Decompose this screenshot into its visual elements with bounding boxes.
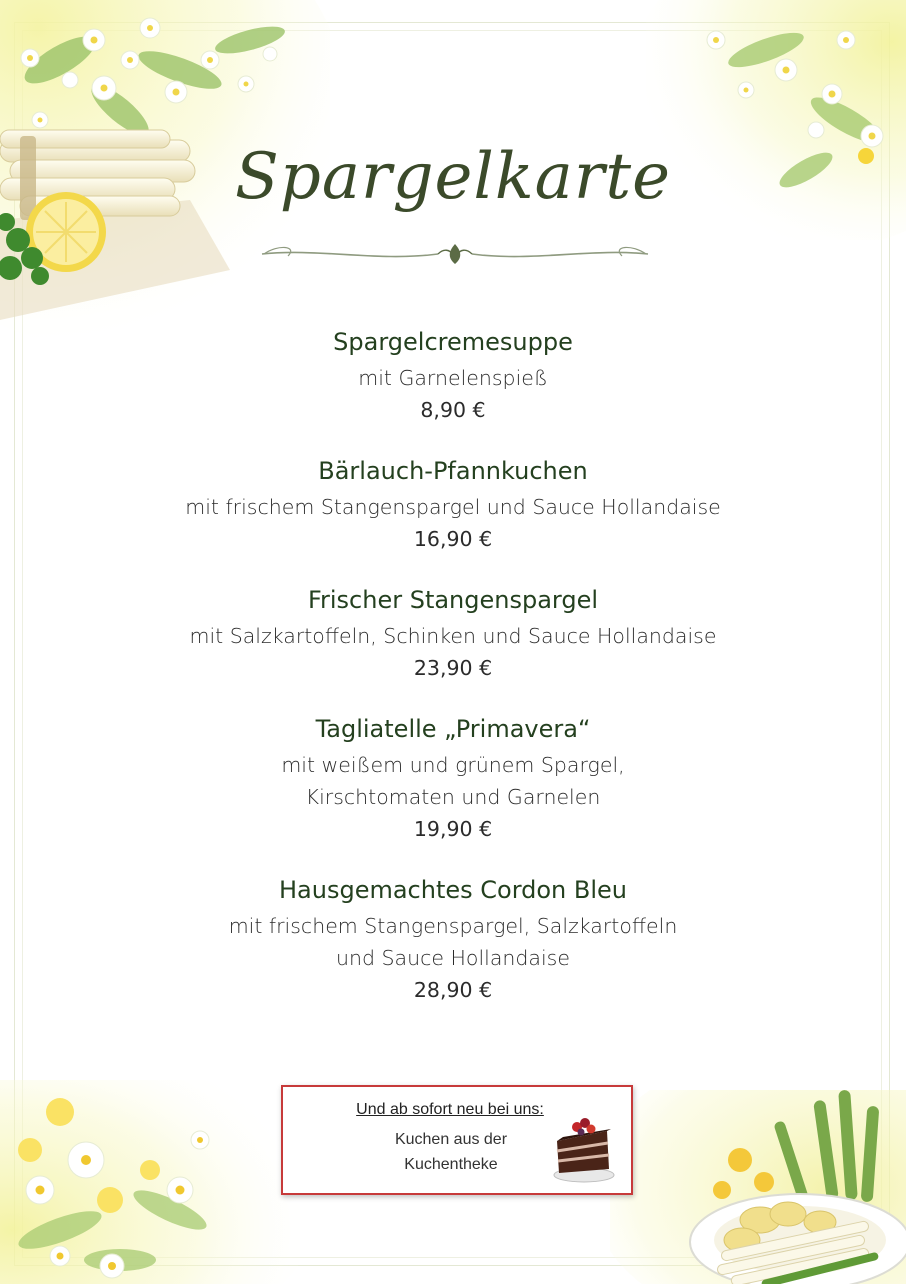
flower-corner-image bbox=[0, 1080, 300, 1284]
menu-item bbox=[0, 709, 906, 845]
cake-icon bbox=[551, 1111, 617, 1185]
dish-name: Spargelcremesuppe bbox=[333, 328, 573, 356]
dish-name: Hausgemachtes Cordon Bleu bbox=[278, 876, 628, 904]
dish-name: Frischer Stangenspargel bbox=[307, 586, 599, 614]
menu-item bbox=[0, 322, 906, 426]
promo-line: Kuchen aus der bbox=[394, 1131, 508, 1148]
asparagus-plate-image bbox=[610, 1090, 906, 1284]
dish-price: 28,90 € bbox=[413, 978, 493, 1002]
dish-description: mit Garnelenspieß bbox=[358, 366, 548, 390]
menu-item bbox=[0, 580, 906, 684]
dish-price: 8,90 € bbox=[420, 398, 486, 422]
promo-line: Kuchentheke bbox=[404, 1156, 498, 1173]
title-flourish bbox=[258, 238, 652, 268]
dish-description: mit weißem und grünem Spargel, bbox=[281, 753, 625, 777]
promo-box bbox=[281, 1085, 633, 1195]
dish-name: Bärlauch-Pfannkuchen bbox=[318, 457, 588, 485]
dish-description: und Sauce Hollandaise bbox=[336, 946, 570, 970]
dish-name: Tagliatelle „Primavera“ bbox=[315, 715, 591, 743]
menu-list bbox=[0, 322, 906, 1031]
menu-item bbox=[0, 870, 906, 1006]
dish-description: mit frischem Stangenspargel und Sauce Hollandaise bbox=[185, 495, 721, 519]
dish-price: 16,90 € bbox=[413, 527, 493, 551]
menu-item bbox=[0, 451, 906, 555]
dish-description: mit Salzkartoffeln, Schinken und Sauce Hollandaise bbox=[189, 624, 717, 648]
dish-price: 23,90 € bbox=[413, 656, 493, 680]
dish-description: mit frischem Stangenspargel, Salzkartoffeln bbox=[228, 914, 678, 938]
page-title: Spargelkarte bbox=[235, 140, 671, 214]
dish-description: Kirschtomaten und Garnelen bbox=[305, 785, 601, 809]
dish-price: 19,90 € bbox=[413, 817, 493, 841]
promo-heading: Und ab sofort neu bei uns: bbox=[356, 1101, 544, 1118]
